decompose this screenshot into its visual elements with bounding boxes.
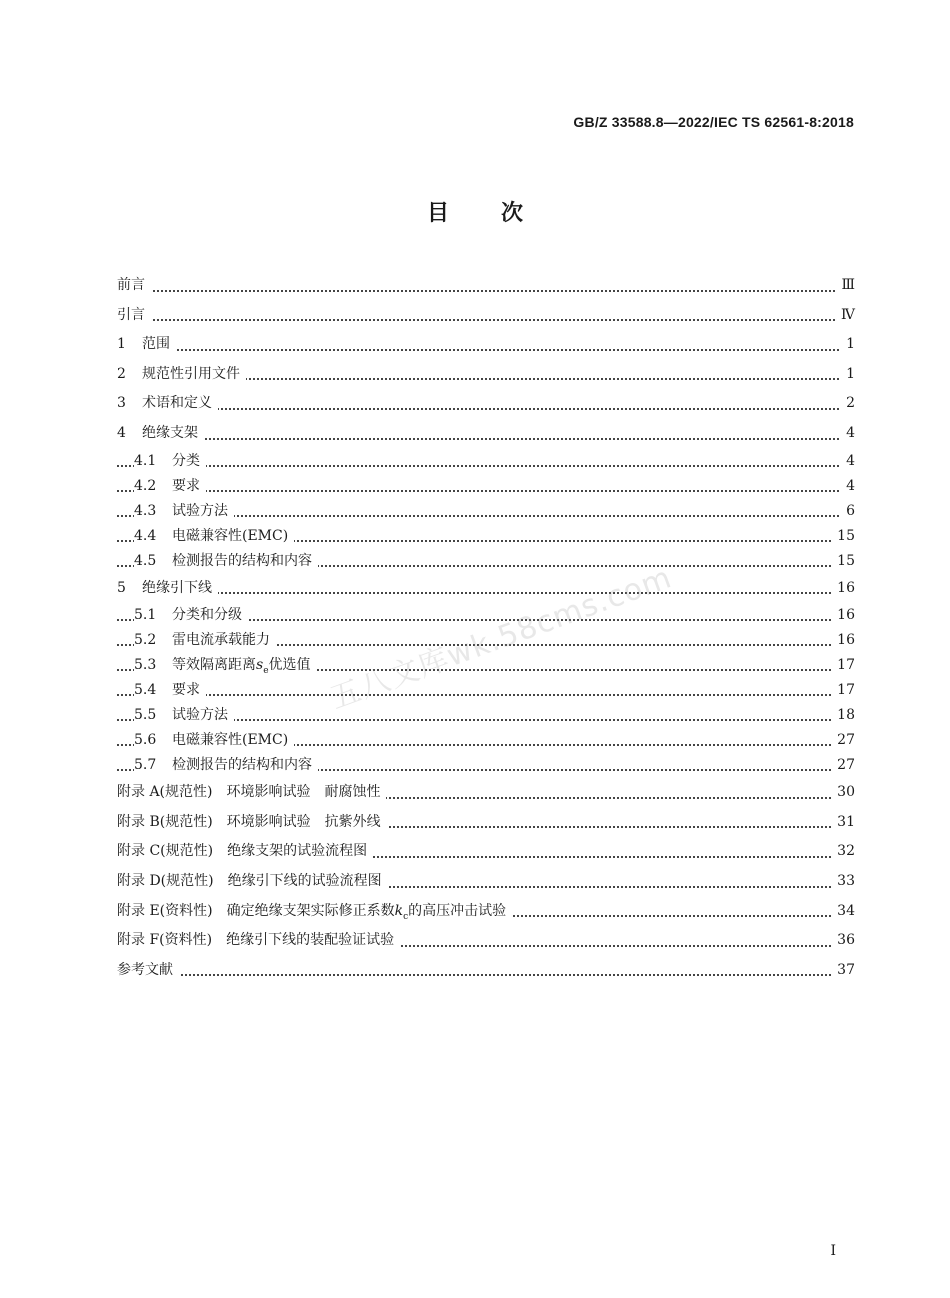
toc-entry-page: 16 bbox=[831, 628, 855, 653]
dot-leader bbox=[117, 349, 855, 351]
appendix-symbol: k bbox=[394, 902, 404, 919]
toc-entry-5-7[interactable] bbox=[117, 753, 855, 778]
toc-entry-page: 6 bbox=[840, 499, 855, 524]
toc-entry-3[interactable] bbox=[117, 389, 855, 419]
toc-entry-foreword[interactable] bbox=[117, 271, 855, 301]
toc-entry-page: 32 bbox=[831, 837, 855, 867]
toc-entry-page: 31 bbox=[831, 808, 855, 838]
toc-entry-appendix-d[interactable] bbox=[117, 867, 855, 897]
toc-entry-number: 4.3 bbox=[134, 502, 157, 519]
toc-entry-title: 要求 bbox=[172, 682, 200, 699]
dot-leader bbox=[117, 290, 855, 292]
toc-entry-title: 检测报告的结构和内容 bbox=[172, 757, 312, 774]
toc-entry-title: 范围 bbox=[142, 336, 170, 353]
toc-entry-page: 15 bbox=[831, 549, 855, 574]
toc-entry-page: 30 bbox=[831, 778, 855, 808]
toc-entry-subscript: e bbox=[263, 665, 269, 676]
toc-entry-page: 4 bbox=[840, 449, 855, 474]
toc-entry-title: 分类和分级 bbox=[172, 607, 242, 624]
toc-entry-page: 15 bbox=[831, 524, 855, 549]
toc-entry-number: 2 bbox=[117, 365, 126, 382]
toc-entry-number: 5.6 bbox=[134, 732, 157, 749]
toc-entry-4-1[interactable] bbox=[117, 449, 855, 474]
appendix-title: 绝缘支架的试验流程图 bbox=[227, 843, 368, 860]
appendix-label: 附录 E(资料性) bbox=[117, 902, 213, 919]
toc-entry-symbol: s bbox=[256, 657, 264, 674]
toc-entry-page: 17 bbox=[831, 678, 855, 703]
page-title: 目次 bbox=[426, 201, 575, 226]
appendix-subscript: c bbox=[403, 911, 409, 922]
toc-entry-page: 27 bbox=[831, 728, 855, 753]
toc-entry-number: 5.2 bbox=[134, 632, 157, 649]
toc-entry-4-2[interactable] bbox=[117, 474, 855, 499]
watermark: 五八文库wk.58cms.com bbox=[325, 560, 677, 717]
toc-entry-title: 引言 bbox=[117, 306, 145, 323]
toc-entry-title: 雷电流承载能力 bbox=[172, 632, 270, 649]
toc-entry-title: 电磁兼容性(EMC) bbox=[172, 732, 289, 749]
toc-entry-4-5[interactable] bbox=[117, 549, 855, 574]
toc-entry-5[interactable] bbox=[117, 574, 855, 604]
toc-entry-number: 1 bbox=[117, 336, 126, 353]
toc-entry-title: 前言 bbox=[117, 277, 145, 293]
toc-entry-number: 4.2 bbox=[134, 477, 157, 494]
dot-leader bbox=[117, 694, 855, 696]
toc-entry-title: 术语和定义 bbox=[142, 395, 212, 412]
toc-entry-title: 绝缘引下线 bbox=[142, 579, 212, 596]
toc-entry-title-suffix: 优选值 bbox=[268, 657, 311, 674]
toc-entry-number: 5.1 bbox=[134, 607, 157, 624]
dot-leader bbox=[117, 319, 855, 321]
toc-entry-4[interactable] bbox=[117, 419, 855, 449]
toc-entry-number: 3 bbox=[117, 395, 126, 412]
standard-number-header: GB/Z 33588.8—2022/IEC TS 62561-8:2018 bbox=[573, 114, 854, 130]
appendix-label: 附录 B(规范性) bbox=[117, 813, 213, 830]
toc-entry-2[interactable] bbox=[117, 360, 855, 390]
toc-entry-5-6[interactable] bbox=[117, 728, 855, 753]
dot-leader bbox=[117, 592, 855, 594]
toc-entry-title: 等效隔离距离 bbox=[172, 657, 256, 674]
toc-entry-page: 2 bbox=[840, 389, 855, 419]
toc-entry-page: 37 bbox=[831, 956, 855, 986]
toc-entry-4-4[interactable] bbox=[117, 524, 855, 549]
toc-entry-title: 绝缘支架 bbox=[142, 424, 198, 441]
toc-entry-1[interactable] bbox=[117, 330, 855, 360]
toc-entry-page: Ⅲ bbox=[835, 271, 855, 301]
toc-entry-page: 18 bbox=[831, 703, 855, 728]
toc-entry-page: 16 bbox=[831, 574, 855, 604]
toc-entry-bibliography[interactable] bbox=[117, 956, 855, 986]
toc-entry-title: 试验方法 bbox=[172, 707, 228, 724]
toc-entry-number: 5.7 bbox=[134, 757, 157, 774]
toc-entry-4-3[interactable] bbox=[117, 499, 855, 524]
toc-entry-page: 27 bbox=[831, 753, 855, 778]
toc-entry-number: 5.5 bbox=[134, 707, 157, 724]
toc-entry-page: 33 bbox=[831, 867, 855, 897]
appendix-title: 环境影响试验 耐腐蚀性 bbox=[226, 784, 381, 801]
toc-entry-page: 17 bbox=[831, 653, 855, 678]
toc-entry-number: 5.4 bbox=[134, 682, 157, 699]
toc-entry-title: 分类 bbox=[172, 452, 200, 469]
toc-entry-page: 1 bbox=[840, 330, 855, 360]
toc-entry-5-5[interactable] bbox=[117, 703, 855, 728]
toc-entry-page: Ⅳ bbox=[835, 301, 855, 331]
appendix-label: 附录 F(资料性) bbox=[117, 932, 213, 949]
toc-entry-number: 5 bbox=[117, 579, 126, 596]
appendix-label: 附录 C(规范性) bbox=[117, 843, 214, 860]
toc-entry-appendix-b[interactable] bbox=[117, 808, 855, 838]
toc-entry-title: 电磁兼容性(EMC) bbox=[172, 527, 289, 544]
toc-entry-appendix-a[interactable] bbox=[117, 778, 855, 808]
appendix-title: 确定绝缘支架实际修正系数 bbox=[226, 902, 395, 919]
toc-entry-page: 4 bbox=[840, 474, 855, 499]
toc-entry-number: 4.1 bbox=[134, 452, 157, 469]
appendix-title: 绝缘引下线的试验流程图 bbox=[227, 872, 382, 889]
appendix-label: 附录 A(规范性) bbox=[117, 784, 213, 801]
dot-leader bbox=[117, 490, 855, 492]
toc-entry-page: 34 bbox=[831, 897, 855, 927]
toc-entry-page: 16 bbox=[831, 603, 855, 628]
toc-entry-title: 要求 bbox=[172, 477, 200, 494]
appendix-title: 绝缘引下线的装配验证试验 bbox=[226, 932, 395, 949]
toc-entry-title: 规范性引用文件 bbox=[142, 365, 240, 382]
dot-leader bbox=[117, 974, 855, 976]
toc-entry-number: 4.5 bbox=[134, 552, 157, 569]
toc-entry-number: 5.3 bbox=[134, 657, 157, 674]
toc-entry-number: 4.4 bbox=[134, 527, 157, 544]
toc-entry-title: 试验方法 bbox=[172, 502, 228, 519]
toc-entry-page: 1 bbox=[840, 360, 855, 390]
toc-entry-page: 4 bbox=[840, 419, 855, 449]
appendix-title: 环境影响试验 抗紫外线 bbox=[226, 813, 381, 830]
appendix-label: 附录 D(规范性) bbox=[117, 872, 214, 889]
toc-entry-introduction[interactable] bbox=[117, 301, 855, 331]
toc-entry-number: 4 bbox=[117, 424, 126, 441]
dot-leader bbox=[117, 465, 855, 467]
dot-leader bbox=[117, 408, 855, 410]
toc-entry-appendix-e[interactable] bbox=[117, 897, 855, 927]
dot-leader bbox=[117, 438, 855, 440]
toc-entry-page: 36 bbox=[831, 926, 855, 956]
toc-entry-appendix-c[interactable] bbox=[117, 837, 855, 867]
page-number: I bbox=[830, 1243, 836, 1259]
appendix-title: 参考文献 bbox=[117, 961, 173, 978]
toc-entry-title: 检测报告的结构和内容 bbox=[172, 552, 312, 569]
appendix-title-suffix: 的高压冲击试验 bbox=[408, 902, 507, 919]
